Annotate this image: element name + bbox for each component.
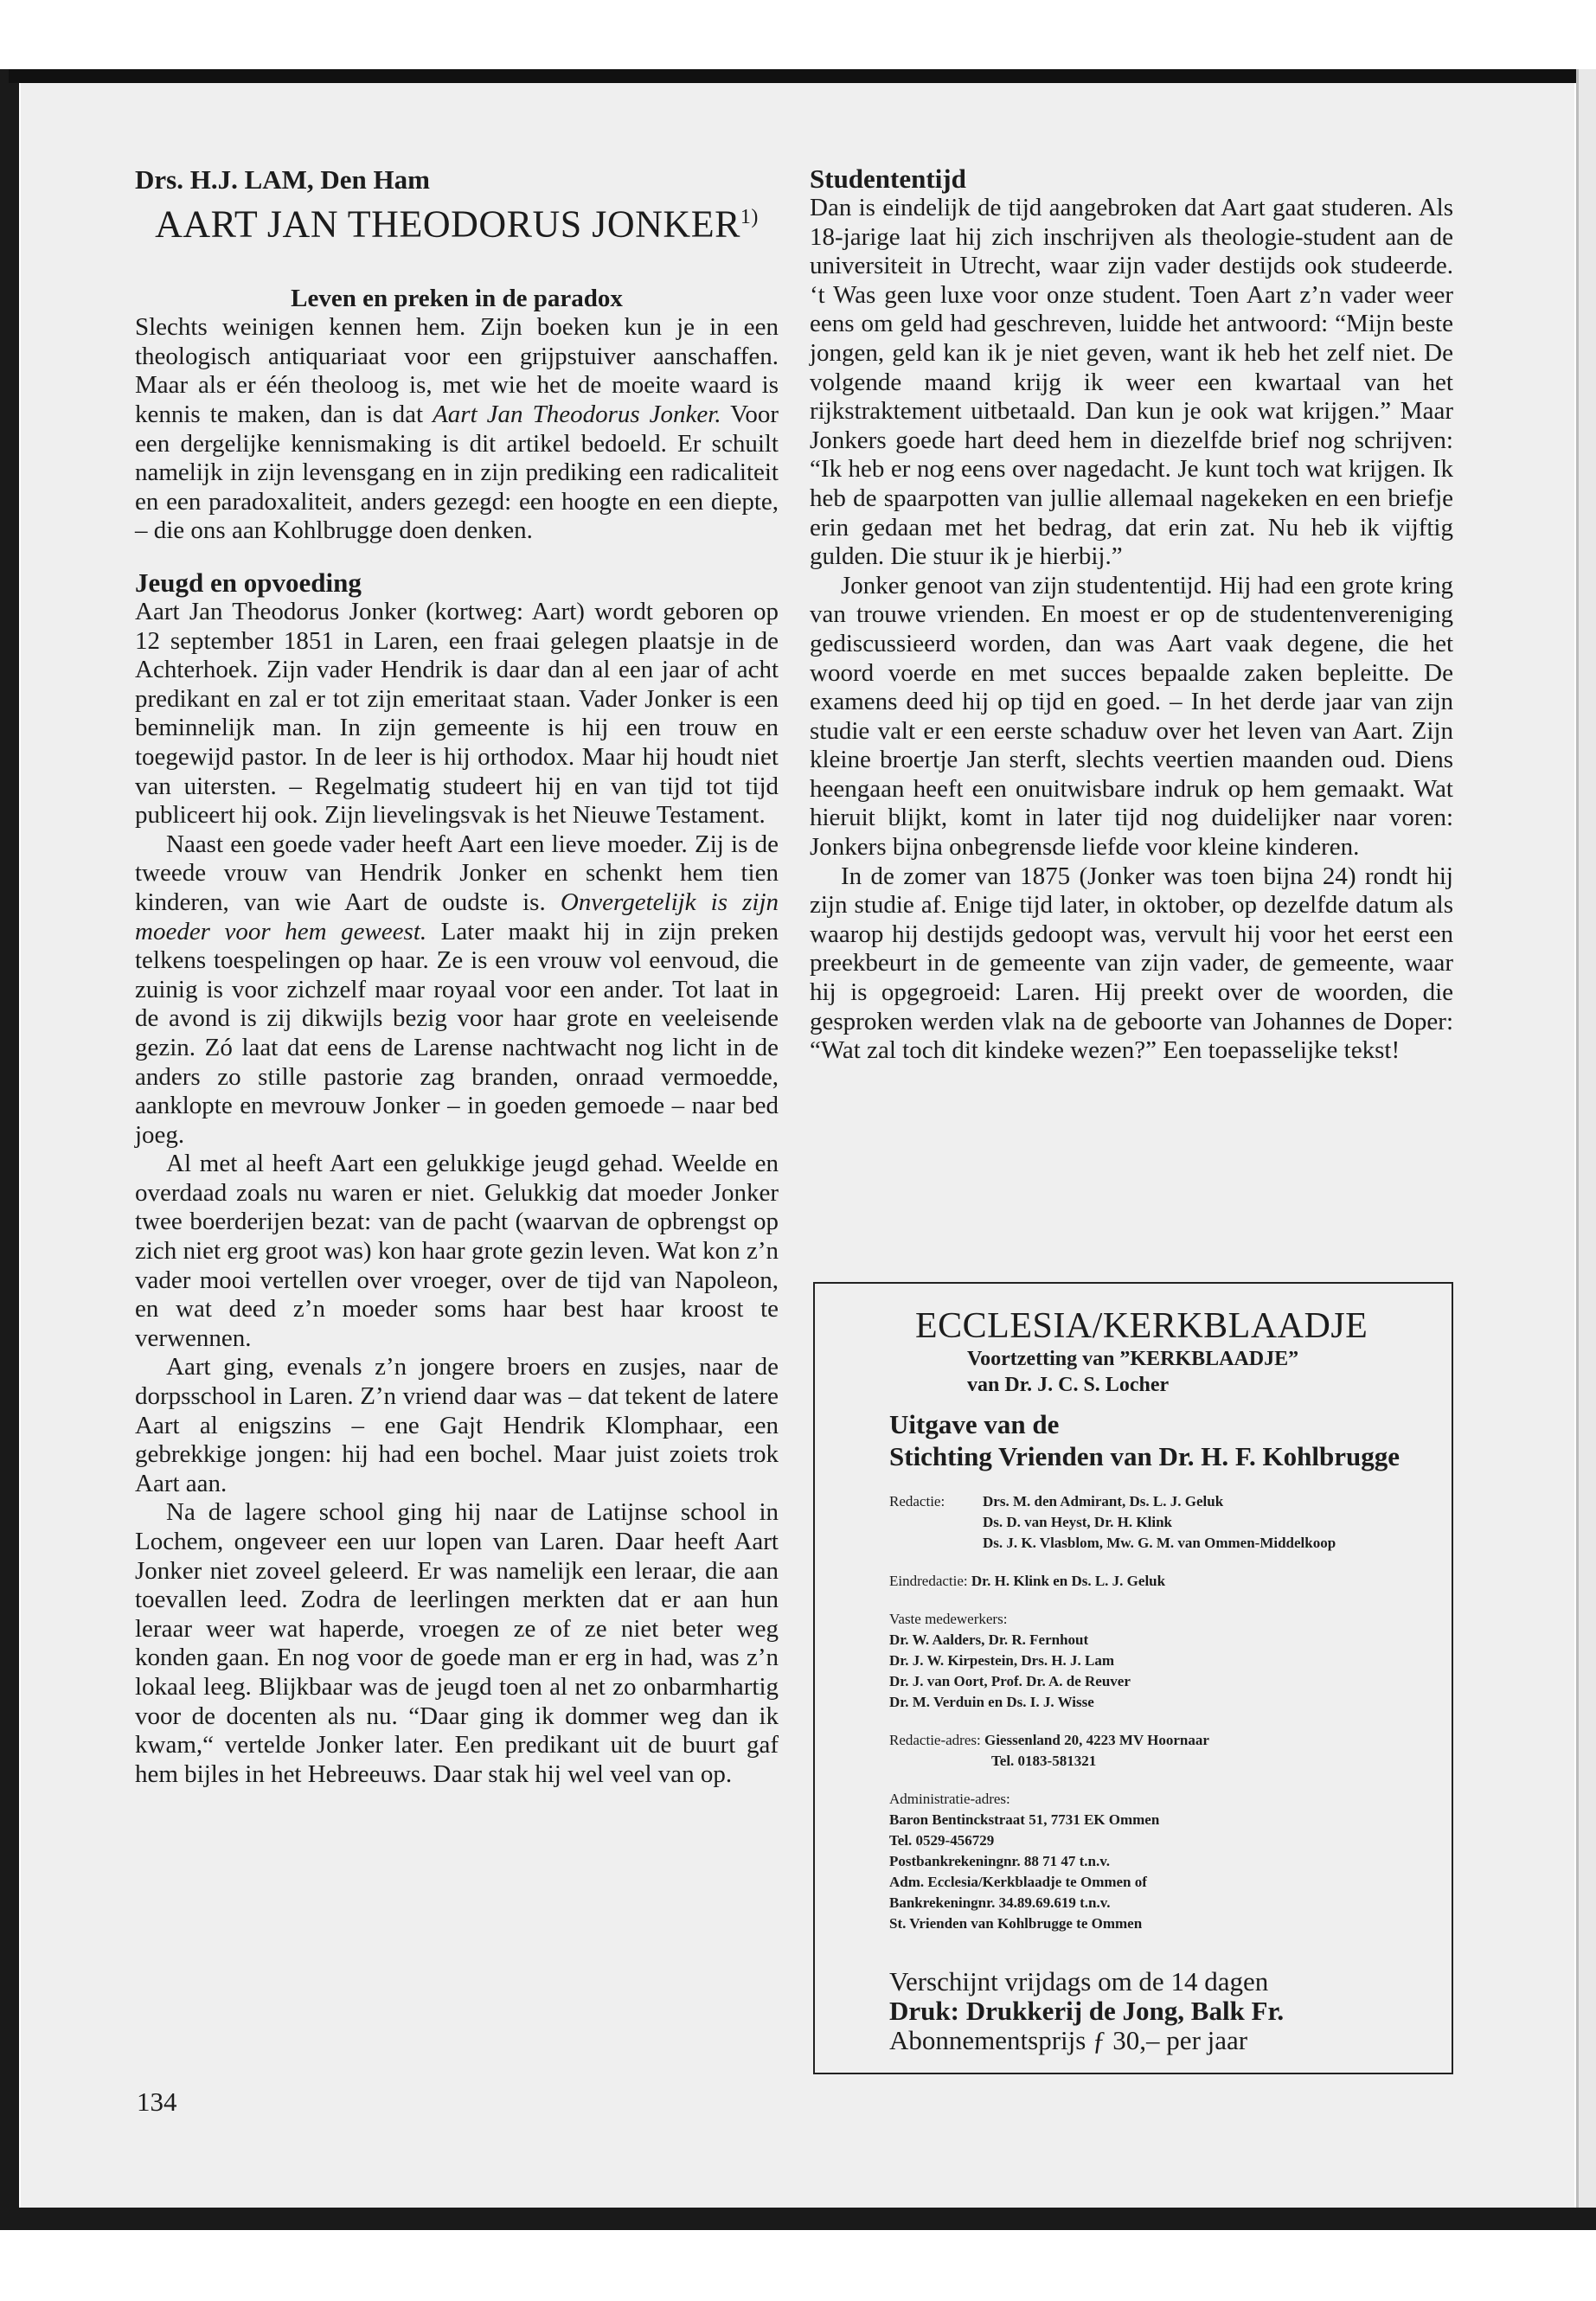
- scan-left-edge: [0, 69, 19, 2214]
- section-heading-studententijd: Studententijd: [810, 163, 966, 194]
- page-number: 134: [137, 2086, 177, 2117]
- eindredactie-block: [889, 1571, 1420, 1592]
- scan-right-edge: [1576, 69, 1596, 2214]
- colophon-continuation-2: van Dr. J. C. S. Locher: [967, 1374, 1170, 1396]
- student-paragraph-2: Jonker genoot van zijn studententijd. Hij had een grote kring van trouwe vrienden. En moest er op de studentenvereniging gediscussieerd worden, dan was Aart vaak degene, die het woord voerde en met succes bepaalde zaken bepleitte. De examens deed hij op tijd en goed. – In het derde jaar van zijn studie valt er een eerste schaduw over het leven van Aart. Zijn kleine broertje Jan sterft, slechts veertien maanden oud. Diens heengaan heeft een onuitwisbare indruk op hem gemaakt. Wat hieruit blijkt, komt in later tijd nog duidelijker naar voren: Jonkers bijna onbegrensde liefde voor kleine kinderen.: [810, 571, 1453, 862]
- colophon-publisher: [889, 1408, 1420, 1472]
- footer-printer: Druk: Drukkerij de Jong, Balk Fr.: [889, 1996, 1285, 2026]
- jeugd-p2-text-a: Naast een goede vader heeft Aart een lieve moeder. Zij is de tweede vrouw van Hendrik Jonker en schenkt hem tien kinderen, van wie Aart de oudste is.: [135, 830, 779, 916]
- colophon-box: [813, 1282, 1453, 2074]
- jeugd-paragraph-2: [135, 830, 779, 1150]
- article-subtitle: Leven en preken in de paradox: [291, 284, 623, 312]
- publisher-line-1: Uitgave van de: [889, 1409, 1060, 1439]
- jeugd-p2-italic: Onvergetelijk is zijn moeder voor hem geweest.: [135, 888, 779, 945]
- intro-text-a: Slechts weinigen kennen hem. Zijn boeken kun je in een theologisch antiquariaat voor een grijpstuiver aanschaffen. Maar als er één theoloog is, met wie het de moeite waard is kennis te maken, dan is dat: [135, 313, 779, 429]
- administratie-block: [889, 1789, 1420, 1934]
- colophon-title: ECCLESIA/KERKBLAADJE: [915, 1306, 1368, 1346]
- administratie-line: Postbankrekeningnr. 88 71 47 t.n.v.: [889, 1853, 1111, 1869]
- administratie-line: Bankrekeningnr. 34.89.69.619 t.n.v.: [889, 1894, 1111, 1911]
- article-title: [135, 195, 779, 247]
- redactieadres-tel: Tel. 0183-581321: [991, 1753, 1097, 1769]
- intro-text-b: Voor een dergelijke kennismaking is dit artikel bedoeld. Er schuilt namelijk in zijn levensgang en in zijn prediking een radicaliteit en een paradoxaliteit, anders gezegd: een hoogte en een diepte, – die ons aan Kohlbrugge doen denken.: [135, 401, 779, 545]
- redactie-line: Ds. J. K. Vlasblom, Mw. G. M. van Ommen-Middelkoop: [983, 1535, 1336, 1551]
- redactieadres-label: Redactie-adres:: [889, 1732, 981, 1748]
- intro-italic: Aart Jan Theodorus Jonker.: [433, 401, 721, 429]
- redactieadres-address: Giessenland 20, 4223 MV Hoornaar: [984, 1732, 1209, 1748]
- medewerkers-line: Dr. J. W. Kirpestein, Drs. H. J. Lam: [889, 1652, 1115, 1669]
- student-paragraph-3: In de zomer van 1875 (Jonker was toen bijna 24) rondt hij zijn studie af. Enige tijd later, in oktober, op dezelfde datum als waarop hij destijds gedoopt was, vervult hij voor het eerst een preekbeurt in de gemeente van zijn vader, de gemeente, waar hij is opgegroeid: Laren. Hij preekt over de woorden, die gesproken werden vlak na de geboorte van Johannes de Doper: “Wat zal toch dit kindeke wezen?” Een toepasselijke tekst!: [810, 862, 1453, 1065]
- administratie-line: Tel. 0529-456729: [889, 1832, 995, 1849]
- scan-bottom-border: [0, 2208, 1596, 2230]
- redactie-line: Drs. M. den Admirant, Ds. L. J. Geluk: [983, 1493, 1224, 1509]
- administratie-label: Administratie-adres:: [889, 1791, 1010, 1807]
- footer-subscription: Abonnementsprijs ƒ 30,– per jaar: [889, 2025, 1248, 2055]
- redactieadres-block: [889, 1730, 1420, 1772]
- student-paragraph-1: Dan is eindelijk de tijd aangebroken dat Aart gaat studeren. Als 18-jarige laat hij zich inschrijven als theologie-student aan de universiteit in Utrecht, waar zijn vader destijds ook studeerde. ‘t Was geen luxe voor onze student. Toen Aart z’n vader weer eens om geld had geschreven, luidde het antwoord: “Mijn beste jongen, geld kan ik je niet geven, want ik heb het zelf niet. De volgende maand krijg ik weer een kwartaal van het rijkstraktement uitbetaald. Dan kun je ook wat krijgen.” Maar Jonkers goede hart deed hem in diezelfde brief nog schrijven: “Ik heb er nog eens over nagedacht. Je kunt toch wat krijgen. Ik heb de spaarpotten van jullie allemaal nagekeken en een briefje erin gedaan met het bedrag, dat erin zat. Nu heb ik vijftig gulden. Die stuur ik je hierbij.”: [810, 194, 1453, 571]
- jeugd-paragraph-3: Al met al heeft Aart een gelukkige jeugd gehad. Weelde en overdaad zoals nu waren er niet. Gelukkig dat moeder Jonker twee boerderijen bezat: van de pacht (waarvan de opbrengst op zich niet erg groot was) kon haar grote gezin leven. Wat kon z’n vader mooi vertellen over vroeger, over de tijd van Napoleon, en wat deed z’n moeder soms haar best haar kroost te verwennen.: [135, 1150, 779, 1352]
- administratie-line: Baron Bentinckstraat 51, 7731 EK Ommen: [889, 1811, 1160, 1828]
- medewerkers-block: [889, 1609, 1420, 1713]
- administratie-line: Adm. Ecclesia/Kerkblaadje te Ommen of: [889, 1874, 1147, 1890]
- jeugd-paragraph-1: Aart Jan Theodorus Jonker (kortweg: Aart) wordt geboren op 12 september 1851 in Laren, een fraai gelegen plaatsje in de Achterhoek. Zijn vader Hendrik is daar dan al een jaar of acht predikant en zal er tot zijn emeritaat staan. Vader Jonker is een beminnelijk man. In zijn gemeente is hij een trouw en toegewijd pastor. In de leer is hij orthodox. Maar hij houdt niet van uitersten. – Regelmatig studeert hij en van tijd tot tijd publiceert hij ook. Zijn lievelingsvak is het Nieuwe Testament.: [135, 598, 779, 830]
- author-line: Drs. H.J. LAM, Den Ham: [135, 164, 430, 195]
- article-title-text: AART JAN THEODORUS JONKER: [155, 202, 740, 246]
- eindredactie-names: Dr. H. Klink en Ds. L. J. Geluk: [971, 1573, 1166, 1589]
- administratie-line: St. Vrienden van Kohlbrugge te Ommen: [889, 1915, 1143, 1932]
- section-heading-jeugd: Jeugd en opvoeding: [135, 567, 362, 598]
- redactie-line: Ds. D. van Heyst, Dr. H. Klink: [983, 1514, 1172, 1530]
- medewerkers-line: Dr. W. Aalders, Dr. R. Fernhout: [889, 1631, 1089, 1648]
- medewerkers-label: Vaste medewerkers:: [889, 1611, 1008, 1627]
- right-column: [810, 164, 1453, 1066]
- jeugd-paragraph-4: Aart ging, evenals z’n jongere broers en zusjes, naar de dorpsschool in Laren. Z’n vriend daar was – dat tekent de latere Aart al enigszins – ene Gajt Hendrik Klomphaar, een gebrekkige jongen: hij had een bochel. Maar juist zoiets trok Aart aan.: [135, 1353, 779, 1497]
- redactie-block: [889, 1491, 1420, 1554]
- left-column: [135, 164, 779, 1789]
- jeugd-paragraph-5: Na de lagere school ging hij naar de Latijnse school in Lochem, ongeveer een uur lopen van Laren. Daar heeft Aart Jonker niet zoveel geleerd. Er was namelijk een leraar, die aan toevallen leed. Zodra de leerlingen merkten dat er aan hun leraar weer wat haperde, vroegen ze of ze niet beter weg konden gaan. En nog voor de goede man er erg in had, was z’n lokaal leeg. Blijkbaar was de jeugd toen al net zo onbarmhartig voor de docenten als nu. “Daar ging ik dommer weg dan ik kwam,“ vertelde Jonker later. Een predikant uit de buurt gaf hem bijles in het Hebreeuws. Daar stak hij wel veel van op.: [135, 1498, 779, 1788]
- eindredactie-label: Eindredactie:: [889, 1573, 968, 1589]
- jeugd-p2-text-b: Later maakt hij in zijn preken telkens toespelingen op haar. Ze is een vrouw vol eenvoud, die zuinig is voor zichzelf maar royaal voor een ander. Tot laat in de avond is zij dikwijls bezig voor haar grote en veeleisende gezin. Zó laat dat eens de Larense nachtwacht nog licht in de anders zo stille pastorie zag branden, onraad vermoedde, aanklopte en mevrouw Jonker – in goeden gemoede – naar bed joeg.: [135, 917, 779, 1149]
- publisher-line-2: Stichting Vrienden van Dr. H. F. Kohlbrugge: [889, 1441, 1400, 1471]
- medewerkers-line: Dr. J. van Oort, Prof. Dr. A. de Reuver: [889, 1673, 1131, 1689]
- medewerkers-line: Dr. M. Verduin en Ds. I. J. Wisse: [889, 1694, 1094, 1710]
- intro-paragraph: [135, 313, 779, 546]
- scan-top-border: [9, 69, 1596, 83]
- redactie-label: Redactie:: [889, 1493, 945, 1509]
- footer-frequency: Verschijnt vrijdags om de 14 dagen: [889, 1966, 1269, 1997]
- title-footnote-mark: 1): [740, 206, 759, 228]
- colophon-footer: [889, 1967, 1420, 2055]
- colophon-continuation-1: Voortzetting van ”KERKBLAADJE”: [967, 1348, 1299, 1370]
